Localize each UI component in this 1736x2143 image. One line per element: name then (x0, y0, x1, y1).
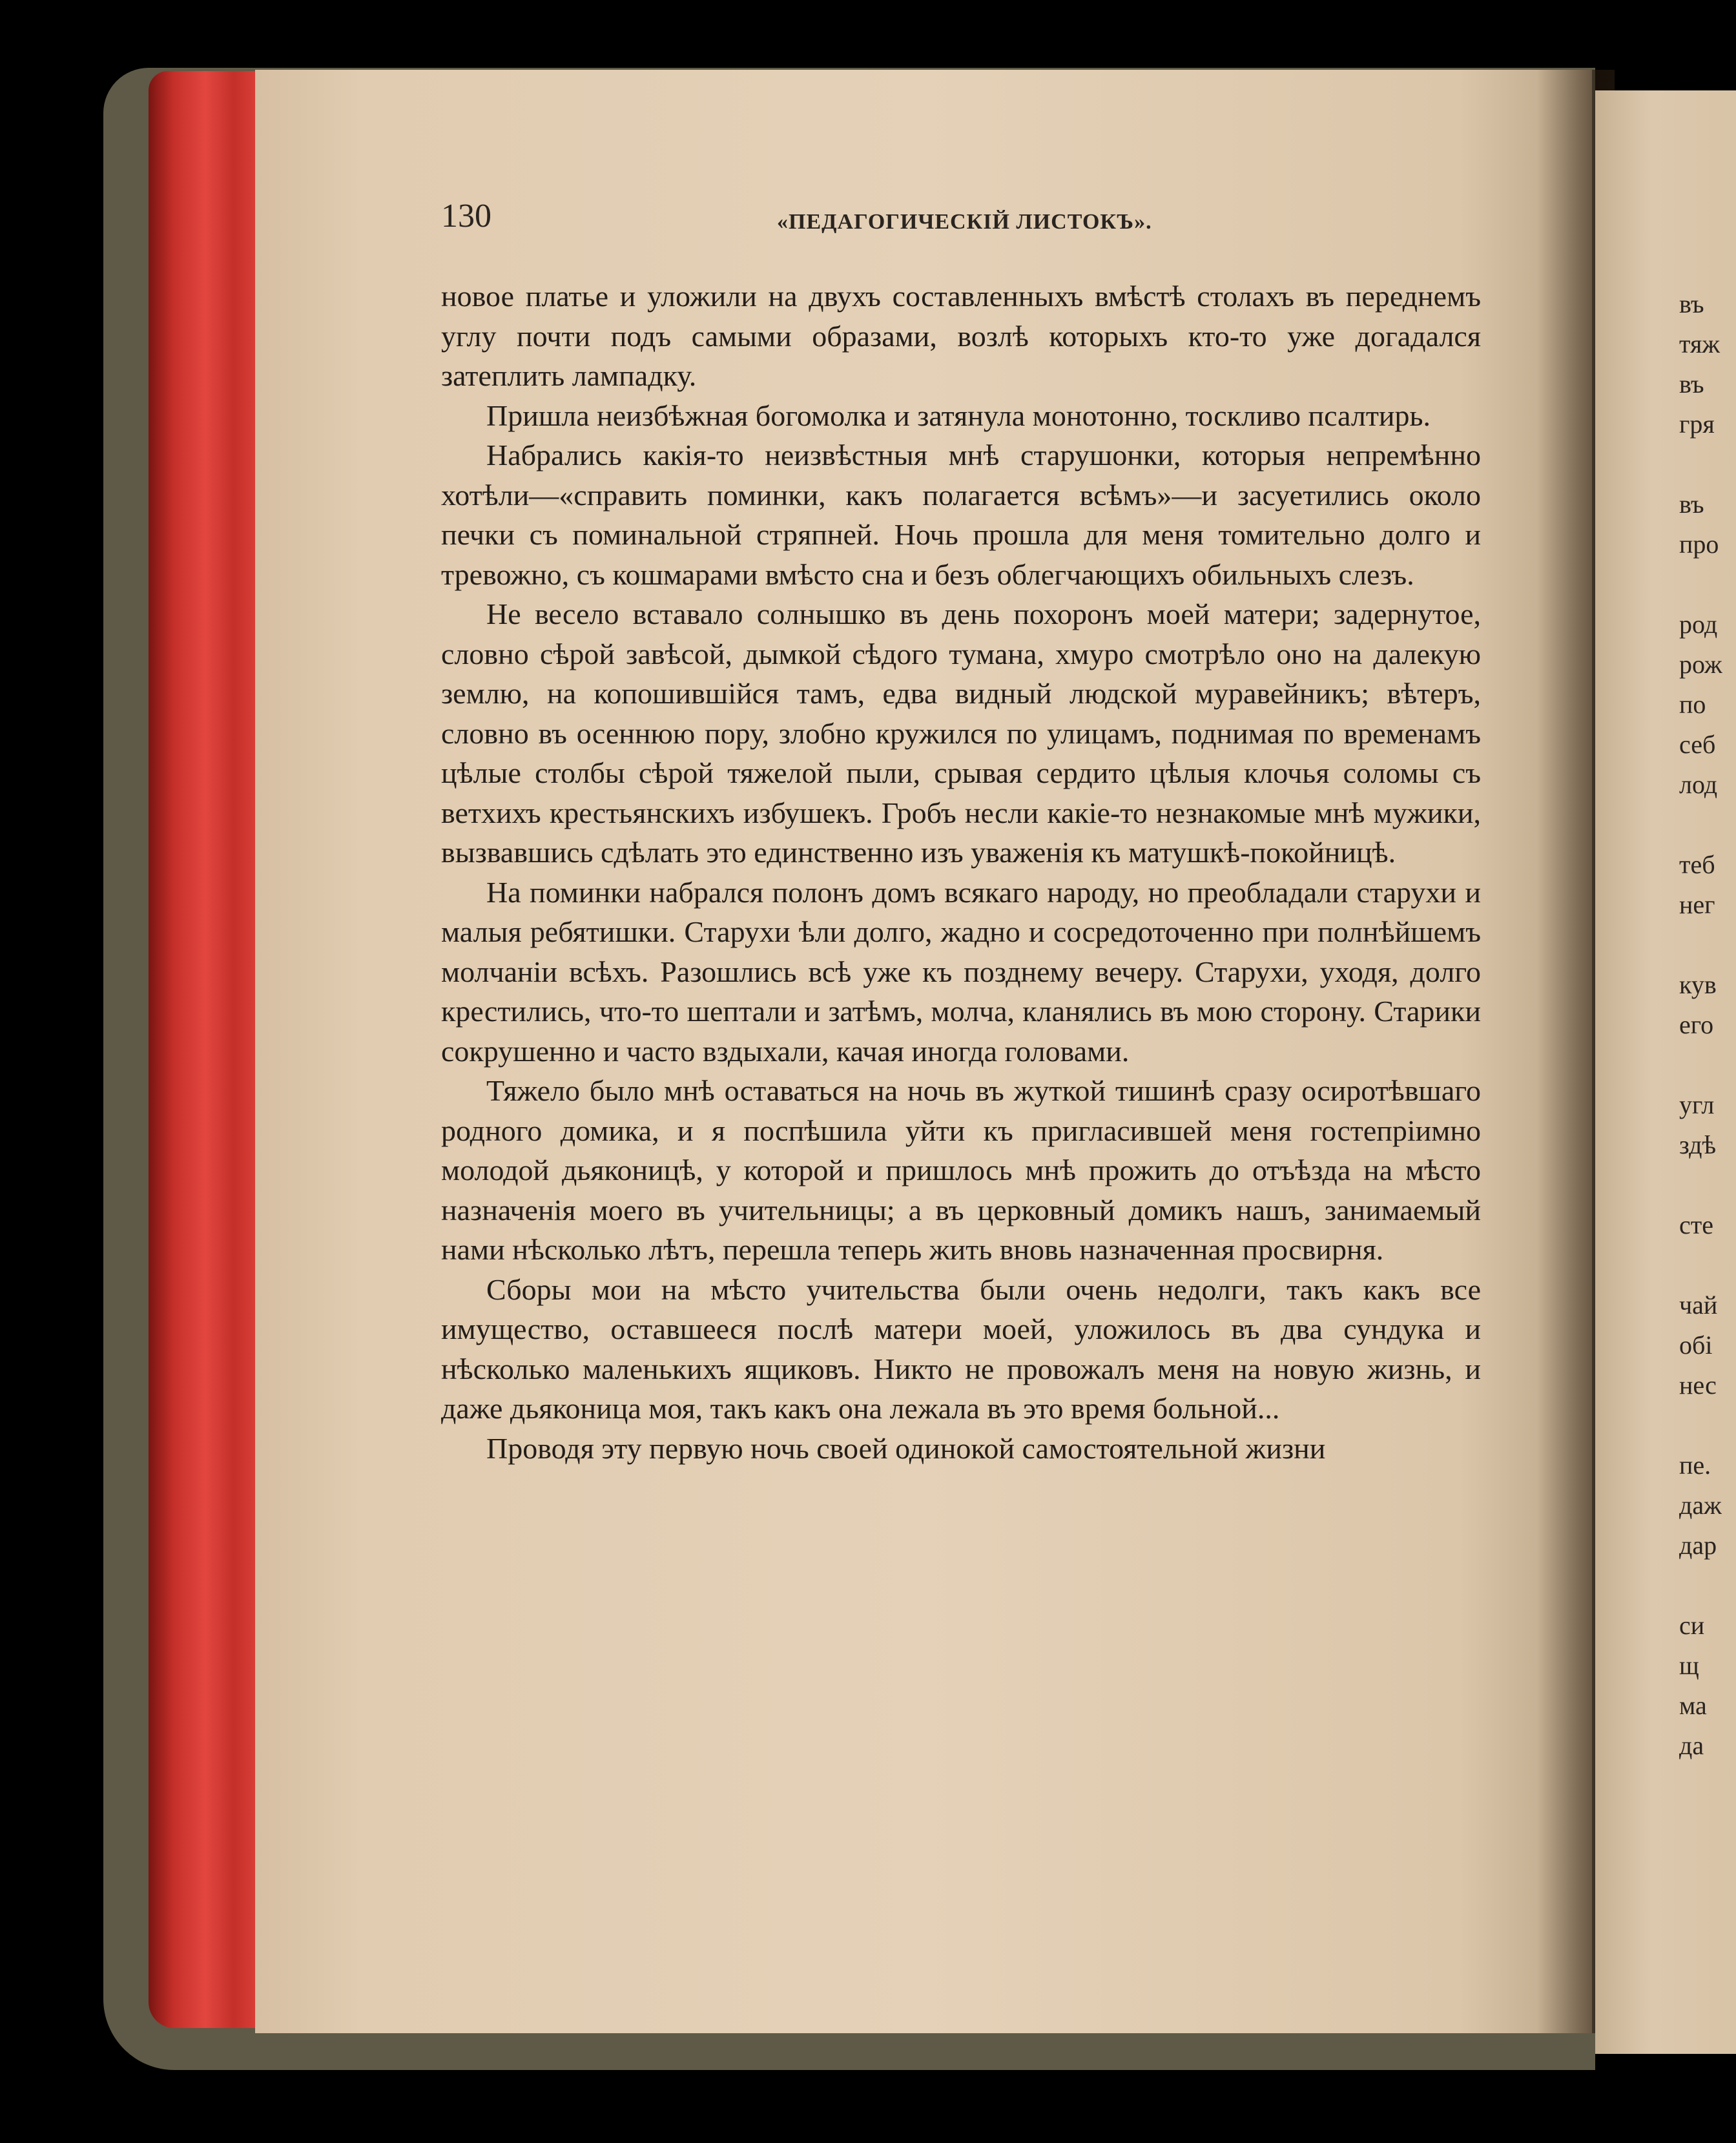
paragraph: Сборы мои на мѣсто учительства были очень недолги, такъ какъ все имущество, оставшееся послѣ матери моей, уложилось въ два сундука и нѣсколько маленькихъ ящиковъ. Никто не провожалъ меня на новую жизнь, и даже дьяконица моя, такъ какъ она лежала въ это время больной... (441, 1272, 1481, 1425)
fragment-line: ма (1679, 1691, 1707, 1720)
fragment-line (1679, 1245, 1736, 1285)
fragment-line (1679, 1405, 1736, 1445)
fragment-line: въ (1679, 490, 1704, 519)
page-number: 130 (441, 198, 491, 234)
fragment-line (1679, 444, 1736, 484)
fragment-line: си (1679, 1611, 1705, 1640)
fragment-line (1679, 1566, 1736, 1606)
fragment-line: себ (1679, 730, 1716, 759)
fragment-line: да (1679, 1731, 1704, 1760)
page-header (441, 197, 1474, 249)
fragment-line: пе. (1679, 1451, 1711, 1480)
fragment-line: даж (1679, 1491, 1722, 1520)
fragment-line: обі (1679, 1330, 1713, 1360)
fragment-line (1679, 564, 1736, 605)
fragment-line: гря (1679, 409, 1715, 439)
fragment-line: лод (1679, 770, 1718, 799)
fragment-line: въ (1679, 369, 1704, 399)
paragraph: Тяжело было мнѣ оставаться на ночь въ жуткой тишинѣ сразу осиротѣвшаго родного домика, и я поспѣшила уйти къ пригласившей меня гостепріимно молодой дьяконицѣ, у которой и пришлось мнѣ прожить до отъѣзда на мѣсто назначенія моего въ учительницы; а въ церковный домикъ нашъ, занимаемый нами нѣсколько лѣтъ, перешла теперь жить вновь назначенная просвирня. (441, 1074, 1481, 1266)
fragment-line: теб (1679, 850, 1715, 879)
fragment-line (1679, 805, 1736, 845)
fragment-line (1679, 1165, 1736, 1205)
fragment-line: въ (1679, 289, 1704, 318)
fragment-line: угл (1679, 1090, 1715, 1119)
right-page-text-fragments (1679, 284, 1736, 1766)
fragment-line: чай (1679, 1290, 1718, 1320)
fragment-line (1679, 1045, 1736, 1085)
fragment-line: сте (1679, 1210, 1713, 1239)
fragment-line (1679, 925, 1736, 965)
fragment-line: рож (1679, 650, 1722, 679)
paragraph: новое платье и уложили на двухъ составленныхъ вмѣстѣ столахъ въ переднемъ углу почти подъ самыми образами, возлѣ которыхъ кто-то уже догадался затеплить лампадку. (441, 280, 1481, 392)
paragraph: Набрались какія-то неизвѣстныя мнѣ старушонки, которыя непремѣнно хотѣли—«справить поминки, какъ полагается всѣмъ»—и засуетились около печки съ поминальной стряпней. Ночь прошла для меня томительно долго и тревожно, съ кошмарами вмѣсто сна и безъ облегчающихъ обильныхъ слезъ. (441, 439, 1481, 591)
fragment-line: нег (1679, 890, 1715, 919)
paragraph: На поминки набрался полонъ домъ всякаго народу, но преобладали старухи и малыя ребятишки. Старухи ѣли долго, жадно и сосредоточенно при полнѣйшемъ молчаніи всѣхъ. Разошлись всѣ уже къ позднему вечеру. Старухи, уходя, долго крестились, что-то шептали и затѣмъ, молча, кланялись въ мою сторону. Старики сокрушенно и часто вздыхали, качая иногда головами. (441, 875, 1481, 1068)
paragraph: Пришла неизбѣжная богомолка и затянула монотонно, тоскливо псалтирь. (486, 399, 1431, 432)
fragment-line: здѣ (1679, 1130, 1717, 1159)
paragraph: Проводя эту первую ночь своей одинокой самостоятельной жизни (486, 1431, 1326, 1465)
fragment-line: щ (1679, 1651, 1699, 1680)
paragraph: Не весело вставало солнышко въ день похоронъ моей матери; задернутое, словно сѣрой завѣсой, дымкой сѣдого тумана, хмуро смотрѣло оно на далекую землю, на копошившійся тамъ, едва видный людской муравейникъ; вѣтеръ, словно въ осеннюю пору, злобно кружился по улицамъ, поднимая по временамъ цѣлые столбы сѣрой тяжелой пыли, срывая сердито цѣлыя клочья соломы съ ветхихъ крестьянскихъ избушекъ. Гробъ несли какіе-то незнакомые мнѣ мужики, вызвавшись сдѣлать это единственно изъ уваженія къ матушкѣ-покойницѣ. (441, 597, 1481, 869)
fragment-line: его (1679, 1010, 1714, 1039)
fragment-line: кув (1679, 970, 1717, 999)
body-text (441, 276, 1481, 1468)
fragment-line: нес (1679, 1371, 1717, 1400)
fragment-line: про (1679, 530, 1719, 559)
fragment-line: род (1679, 610, 1718, 639)
running-title: «ПЕДАГОГИЧЕСКІЙ ЛИСТОКЪ». (777, 210, 1152, 234)
fragment-line: по (1679, 690, 1706, 719)
fragment-line: дар (1679, 1531, 1717, 1560)
fragment-line: тяж (1679, 329, 1720, 358)
